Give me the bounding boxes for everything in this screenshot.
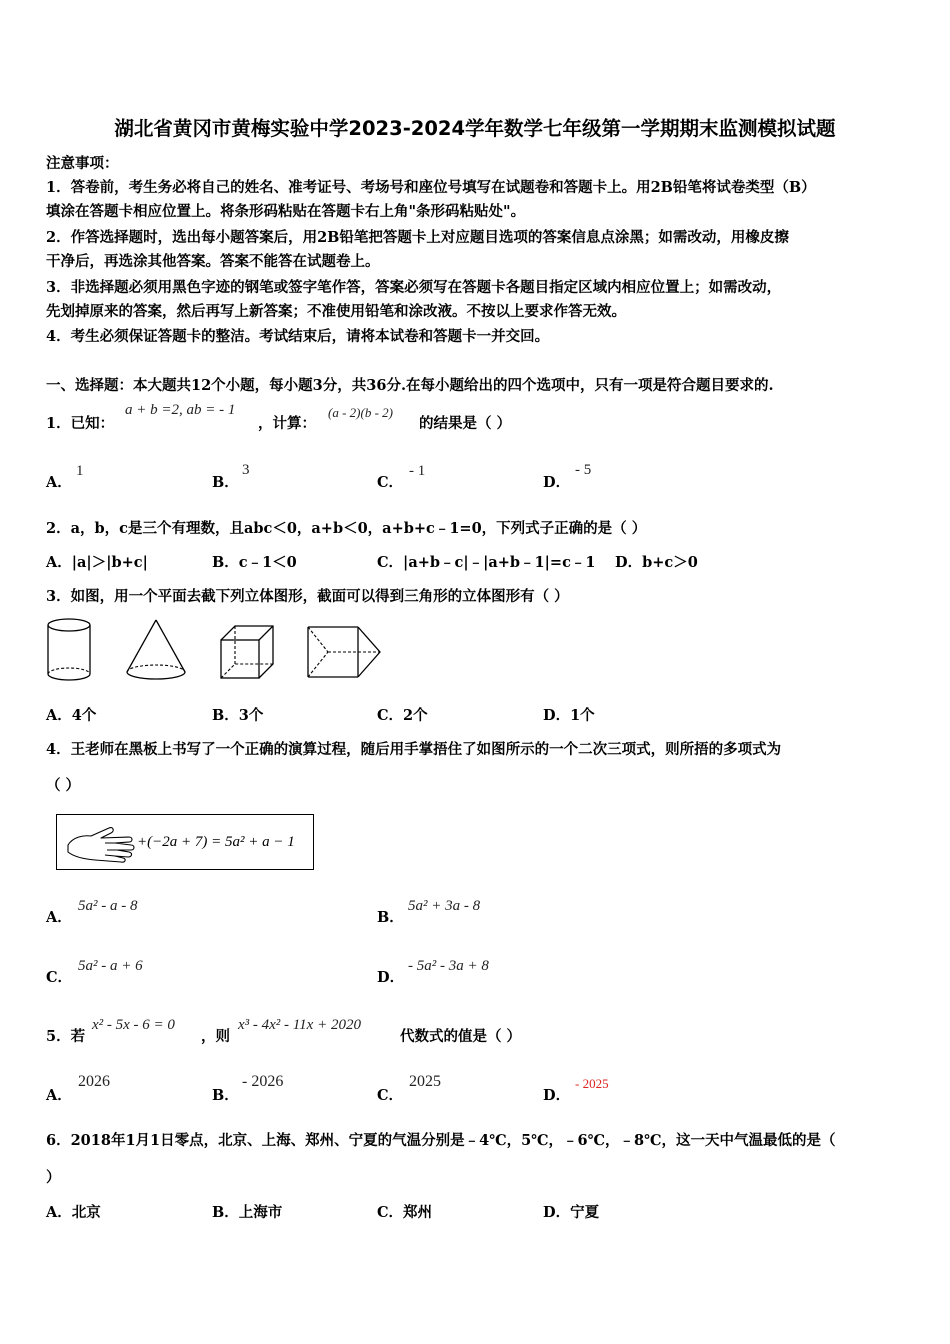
q6-option-d: D．宁夏 [543,1204,600,1221]
notice-line: 2．作答选择题时，选出每小题答案后，用2B铅笔把答题卡上对应题目选项的答案信息点涂黑；如需改动，用橡皮擦 [46,229,789,246]
q6-stem: 6．2018年1月1日零点，北京、上海、郑州、宁夏的气温分别是﹣4℃，5℃，﹣6℃，﹣8℃，这一天中气温最低的是（ [46,1132,836,1149]
cube-figure [218,624,276,680]
q5-mid: ，则 [201,1028,230,1045]
notice-line: 先划掉原来的答案，然后再写上新答案；不准使用铅笔和涂改液。不按以上要求作答无效。 [46,303,626,320]
q4-option-d-value: - 5a² - 3a + 8 [408,958,489,974]
q5-prefix: 5．若 [46,1028,86,1045]
q1-option-d-label: D． [543,474,571,491]
q4-option-b-label: B． [377,909,404,926]
q2-option-d: D．b+c＞0 [615,554,698,571]
section-heading: 一、选择题：本大题共12个小题，每小题3分，共36分.在每小题给出的四个选项中，只有一项是符合题目要求的. [46,377,774,394]
q5-suffix: 代数式的值是（ ） [400,1028,522,1045]
q1-suffix: 的结果是（ ） [419,415,512,432]
q4-option-c-label: C． [46,969,73,986]
page-title: 湖北省黄冈市黄梅实验中学2023-2024学年数学七年级第一学期期末监测模拟试题 [114,117,836,140]
notice-line: 干净后，再选涂其他答案。答案不能答在试题卷上。 [46,253,380,270]
q5-option-d-value: - 2025 [575,1076,609,1091]
q4-option-a-value: 5a² - a - 8 [78,898,138,914]
q1-mid: ，计算： [258,415,316,432]
q6-option-c: C．郑州 [377,1204,433,1221]
q5-option-b-label: B． [212,1087,239,1104]
q3-stem: 3．如图，用一个平面去截下列立体图形，截面可以得到三角形的立体图形有（ ） [46,588,569,605]
q2-option-c: C．|a+b﹣c|﹣|a+b﹣1|=c﹣1 [377,554,596,571]
q5-option-a-value: 2026 [78,1073,110,1090]
q3-option-d: D．1个 [543,707,595,724]
cone-figure [124,618,188,684]
blackboard-equation: +(−2a + 7) = 5a² + a − 1 [137,834,295,850]
q1-option-a-label: A． [46,474,72,491]
q5-option-c-value: 2025 [409,1073,441,1090]
q3-option-a: A．4个 [46,707,97,724]
q2-stem: 2．a，b，c是三个有理数，且abc＜0，a+b＜0，a+b+c﹣1=0，下列式子正确的是（ ） [46,520,647,537]
q1-expression: (a - 2)(b - 2) [328,405,393,420]
q5-option-d-label: D． [543,1087,571,1104]
notice-line: 填涂在答题卡相应位置上。将条形码粘贴在答题卡右上角"条形码粘贴处"。 [46,203,526,220]
notice-line: 4．考生必须保证答题卡的整洁。考试结束后，请将本试卷和答题卡一并交回。 [46,328,550,345]
q1-condition: a + b =2, ab = - 1 [125,402,236,418]
q4-paren: （ ） [46,777,81,794]
q1-option-c-label: C． [377,474,404,491]
triangular-prism-figure [306,624,382,680]
q6-stem-cont: ） [46,1169,61,1186]
q1-option-b-label: B． [212,474,239,491]
q4-stem: 4．王老师在黑板上书写了一个正确的演算过程，随后用手掌捂住了如图所示的一个二次三项式，则所捂的多项式为 [46,741,782,758]
blackboard-figure [56,814,314,870]
q4-option-d-label: D． [377,969,405,986]
cylinder-figure [44,616,96,684]
notice-line: 3．非选择题必须用黑色字迹的钢笔或签字笔作答，答案必须写在答题卡各题目指定区域内相应位置上；如需改动， [46,279,782,296]
q1-prefix: 1．已知： [46,415,115,432]
q1-option-b-value: 3 [242,462,250,478]
notice-heading: 注意事项： [46,155,119,172]
q6-option-a: A．北京 [46,1204,101,1221]
q2-option-b: B．c﹣1＜0 [212,554,297,571]
q1-option-d-value: - 5 [575,462,592,478]
q5-option-a-label: A． [46,1087,72,1104]
notice-line: 1．答卷前，考生务必将自己的姓名、准考证号、考场号和座位号填写在试题卷和答题卡上。用2B铅笔将试卷类型（B） [46,179,816,196]
q4-option-c-value: 5a² - a + 6 [78,958,143,974]
q5-option-b-value: - 2026 [242,1073,284,1090]
q1-option-a-value: 1 [76,463,84,479]
q1-option-c-value: - 1 [409,463,426,479]
hand-icon [65,823,137,863]
q3-option-b: B．3个 [212,707,264,724]
q5-expression: x³ - 4x² - 11x + 2020 [238,1017,361,1033]
q6-option-b: B．上海市 [212,1204,283,1221]
q5-condition: x² - 5x - 6 = 0 [92,1017,175,1033]
q4-option-b-value: 5a² + 3a - 8 [408,898,481,914]
q5-option-c-label: C． [377,1087,404,1104]
q2-option-a: A．|a|＞|b+c| [46,554,148,571]
q4-option-a-label: A． [46,909,72,926]
q3-option-c: C．2个 [377,707,428,724]
